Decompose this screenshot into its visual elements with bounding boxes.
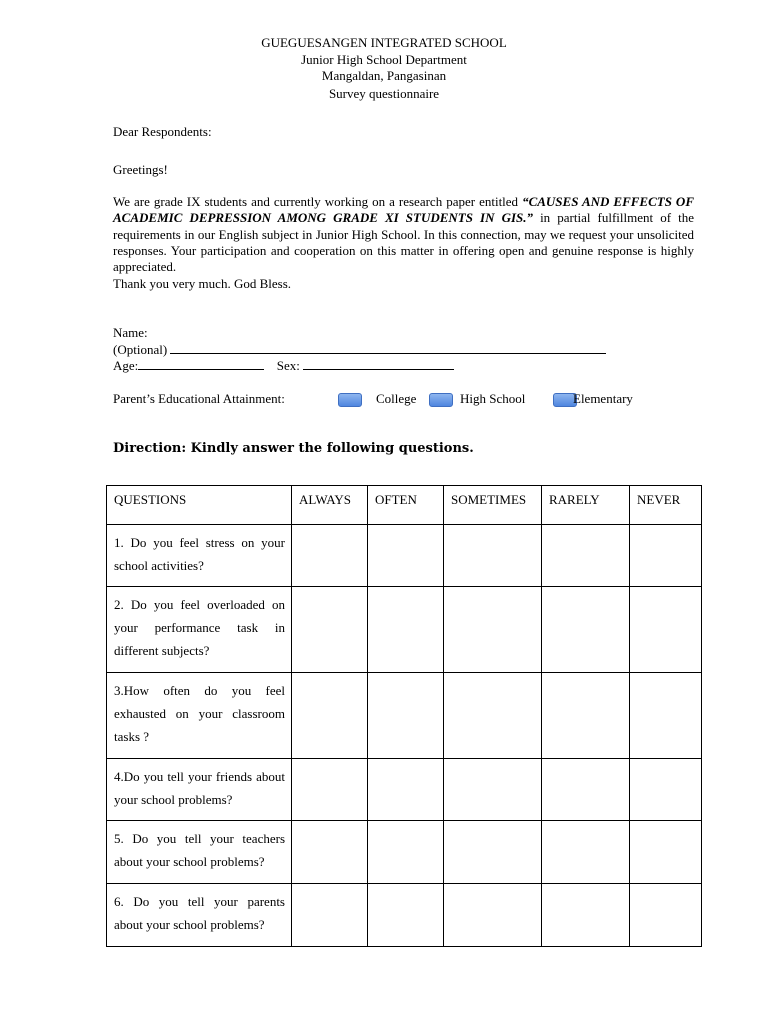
question-cell: 2. Do you feel overloaded on your performance task in different subjects? [107,587,292,673]
answer-cell-never[interactable] [630,673,702,759]
research-title: “CAUSES AND EFFECTS OF ACADEMIC DEPRESSION AMONG GRADE XI STUDENTS IN GIS.” [113,194,694,226]
name-field[interactable] [170,342,606,354]
age-sex-row [113,358,454,374]
answer-cell-never[interactable] [630,759,702,821]
header-never: NEVER [630,486,702,525]
answer-cell-often[interactable] [368,525,444,587]
name-row [113,342,606,358]
greeting: Greetings! [113,162,168,177]
answer-cell-always[interactable] [292,759,368,821]
department: Junior High School Department [301,52,467,67]
table-row [107,821,702,884]
intro-text: We are grade IX students and currently working on a research paper entitled [113,194,523,209]
answer-cell-often[interactable] [368,884,444,947]
table-row [107,525,702,587]
answer-cell-rarely[interactable] [542,821,630,884]
answer-cell-rarely[interactable] [542,884,630,947]
answer-cell-often[interactable] [368,673,444,759]
direction-text: Direction: Kindly answer the following questions. [113,441,474,456]
location: Mangaldan, Pangasinan [321,68,447,83]
age-field[interactable] [138,358,264,370]
answer-cell-often[interactable] [368,587,444,673]
answer-cell-never[interactable] [630,587,702,673]
college-option: College [376,391,417,406]
name-label: Name: [113,325,148,340]
table-row [107,884,702,947]
closing: Thank you very much. God Bless. [113,276,292,291]
table-header-row [107,486,702,525]
sex-field[interactable] [303,358,454,370]
document-type: Survey questionnaire [328,86,440,101]
questionnaire-table [106,485,702,947]
answer-cell-sometimes[interactable] [444,587,542,673]
answer-cell-often[interactable] [368,759,444,821]
sex-label: Sex: [276,358,300,373]
answer-cell-rarely[interactable] [542,759,630,821]
answer-cell-always[interactable] [292,587,368,673]
answer-cell-sometimes[interactable] [444,673,542,759]
answer-cell-rarely[interactable] [542,673,630,759]
answer-cell-never[interactable] [630,884,702,947]
attainment-label: Parent’s Educational Attainment: [113,391,285,406]
body-text: in partial fulfillment of the requirements in our English subject in Junior High School. In this connection, may we request your unsolicited responses. Your participation and cooperation on this matter in offering open and genuine response is highly appreciated. [113,210,694,275]
answer-cell-rarely[interactable] [542,587,630,673]
question-cell: 5. Do you tell your teachers about your school problems? [107,821,292,884]
answer-cell-sometimes[interactable] [444,821,542,884]
answer-cell-always[interactable] [292,884,368,947]
header-sometimes: SOMETIMES [444,486,542,525]
answer-cell-never[interactable] [630,525,702,587]
optional-label: (Optional) [113,342,168,357]
answer-cell-sometimes[interactable] [444,759,542,821]
table-row [107,587,702,673]
answer-cell-never[interactable] [630,821,702,884]
school-name: GUEGUESANGEN INTEGRATED SCHOOL [261,35,507,50]
header-questions: QUESTIONS [107,486,292,525]
answer-cell-sometimes[interactable] [444,525,542,587]
question-cell: 4.Do you tell your friends about your school problems? [107,759,292,821]
table-row [107,673,702,759]
salutation: Dear Respondents: [113,124,212,139]
table-row [107,759,702,821]
question-cell: 6. Do you tell your parents about your school problems? [107,884,292,947]
elementary-option: Elementary [573,391,633,406]
header-rarely: RARELY [542,486,630,525]
question-cell: 1. Do you feel stress on your school activities? [107,525,292,587]
letter-body [113,194,694,275]
age-label: Age: [113,358,139,373]
header-always: ALWAYS [292,486,368,525]
header-often: OFTEN [368,486,444,525]
answer-cell-always[interactable] [292,525,368,587]
high-school-option: High School [460,391,526,406]
answer-cell-often[interactable] [368,821,444,884]
answer-cell-always[interactable] [292,673,368,759]
high-school-checkbox[interactable] [429,393,453,407]
answer-cell-always[interactable] [292,821,368,884]
answer-cell-sometimes[interactable] [444,884,542,947]
question-cell: 3.How often do you feel exhausted on your classroom tasks ? [107,673,292,759]
answer-cell-rarely[interactable] [542,525,630,587]
college-checkbox[interactable] [338,393,362,407]
